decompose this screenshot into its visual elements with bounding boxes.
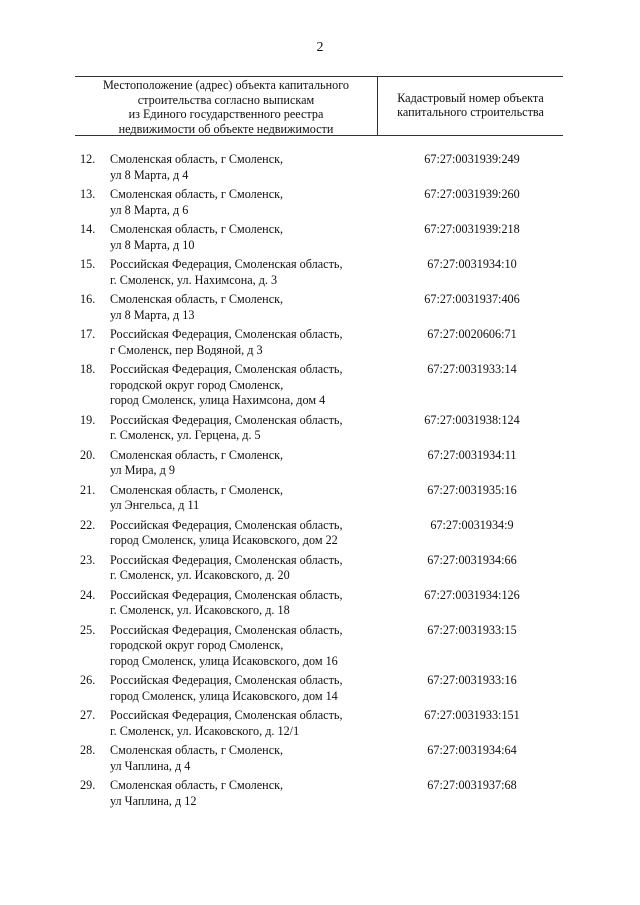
- table-row: [0, 222, 640, 253]
- row-address: Смоленская область, г Смоленск, ул Чаплина, д 4: [110, 743, 284, 773]
- row-number: 14.: [80, 222, 96, 236]
- table-row: [0, 448, 640, 479]
- table-header: [75, 76, 563, 136]
- row-cadastral-number: 67:27:0031934:64: [427, 743, 517, 757]
- row-number: 21.: [80, 482, 96, 497]
- table-row: [0, 413, 640, 444]
- row-address: Российская Федерация, Смоленская область, г. Смоленск, ул. Нахимсона, д. 3: [110, 257, 343, 287]
- row-address: Российская Федерация, Смоленская область, г. Смоленск, ул. Исаковского, д. 20: [110, 552, 343, 582]
- row-cadastral-number: 67:27:0031933:14: [427, 362, 517, 376]
- row-cadastral-number: 67:27:0031939:260: [424, 187, 520, 201]
- row-address: Российская Федерация, Смоленская область, г. Смоленск, ул. Герцена, д. 5: [110, 412, 343, 442]
- table-row: [0, 778, 640, 809]
- row-cadastral-number: 67:27:0031933:151: [424, 708, 520, 722]
- row-number: 15.: [80, 257, 96, 271]
- header-address-column: Местоположение (адрес) объекта капитального строительства согласно выпискам из Единого государственного реестра недвижимости об объекте недвижимости: [75, 77, 378, 135]
- row-number: 18.: [80, 362, 96, 376]
- row-number: 28.: [80, 743, 96, 757]
- row-address: Смоленская область, г Смоленск, ул Мира, д 9: [110, 447, 284, 477]
- row-number: 12.: [80, 152, 96, 166]
- row-cadastral-number: 67:27:0020606:71: [427, 327, 517, 341]
- row-number: 13.: [80, 187, 96, 201]
- row-address: Смоленская область, г Смоленск, ул 8 Марта, д 4: [110, 152, 284, 182]
- row-cadastral-number: 67:27:0031938:124: [424, 412, 520, 427]
- row-number: 29.: [80, 778, 96, 792]
- row-address: Смоленская область, г Смоленск, ул 8 Марта, д 10: [110, 222, 284, 252]
- row-cadastral-number: 67:27:0031939:249: [424, 152, 520, 166]
- row-address: Российская Федерация, Смоленская область, г. Смоленск, ул. Исаковского, д. 12/1: [110, 708, 343, 738]
- row-number: 25.: [80, 622, 96, 637]
- row-address: Российская Федерация, Смоленская область, г Смоленск, пер Водяной, д 3: [110, 327, 343, 357]
- row-address: Смоленская область, г Смоленск, ул Энгельса, д 11: [110, 482, 284, 512]
- row-address: Смоленская область, г Смоленск, ул 8 Марта, д 13: [110, 292, 284, 322]
- table-row: [0, 483, 640, 514]
- table-row: [0, 743, 640, 774]
- table-row: [0, 553, 640, 584]
- row-cadastral-number: 67:27:0031939:218: [424, 222, 520, 236]
- row-address: Смоленская область, г Смоленск, ул 8 Марта, д 6: [110, 187, 284, 217]
- row-cadastral-number: 67:27:0031935:16: [427, 482, 517, 497]
- row-number: 27.: [80, 708, 96, 722]
- page-number: 2: [316, 40, 324, 55]
- header-cadastral-column: Кадастровый номер объекта капитального строительства: [397, 90, 544, 119]
- row-address: Российская Федерация, Смоленская область, городской округ город Смоленск, город Смоленск, улица Исаковского, дом 16: [110, 622, 343, 668]
- row-cadastral-number: 67:27:0031934:9: [430, 517, 514, 532]
- row-cadastral-number: 67:27:0031934:126: [424, 587, 520, 602]
- table-row: [0, 327, 640, 358]
- row-number: 24.: [80, 587, 96, 602]
- table-row: [0, 588, 640, 619]
- row-number: 20.: [80, 447, 96, 462]
- table-row: [0, 623, 640, 670]
- table-row: [0, 257, 640, 288]
- row-address: Российская Федерация, Смоленская область, город Смоленск, улица Исаковского, дом 22: [110, 517, 343, 547]
- row-cadastral-number: 67:27:0031933:16: [427, 673, 517, 687]
- row-cadastral-number: 67:27:0031934:66: [427, 552, 517, 567]
- table-row: [0, 673, 640, 704]
- row-cadastral-number: 67:27:0031934:11: [427, 447, 517, 462]
- table-row: [0, 708, 640, 739]
- row-address: Российская Федерация, Смоленская область, город Смоленск, улица Исаковского, дом 14: [110, 673, 343, 703]
- row-number: 26.: [80, 673, 96, 687]
- row-cadastral-number: 67:27:0031937:406: [424, 292, 520, 306]
- table-row: [0, 152, 640, 183]
- table-row: [0, 362, 640, 409]
- row-address: Смоленская область, г Смоленск, ул Чаплина, д 12: [110, 778, 284, 808]
- row-cadastral-number: 67:27:0031937:68: [427, 778, 517, 792]
- row-number: 23.: [80, 552, 96, 567]
- row-address: Российская Федерация, Смоленская область, городской округ город Смоленск, город Смоленск, улица Нахимсона, дом 4: [110, 362, 343, 407]
- row-number: 16.: [80, 292, 96, 306]
- row-number: 19.: [80, 412, 96, 427]
- row-cadastral-number: 67:27:0031933:15: [427, 622, 517, 637]
- table-row: [0, 292, 640, 323]
- row-cadastral-number: 67:27:0031934:10: [427, 257, 517, 271]
- row-number: 17.: [80, 327, 96, 341]
- table-row: [0, 518, 640, 549]
- table-body: [0, 152, 640, 813]
- row-address: Российская Федерация, Смоленская область, г. Смоленск, ул. Исаковского, д. 18: [110, 587, 343, 617]
- row-number: 22.: [80, 517, 96, 532]
- table-row: [0, 187, 640, 218]
